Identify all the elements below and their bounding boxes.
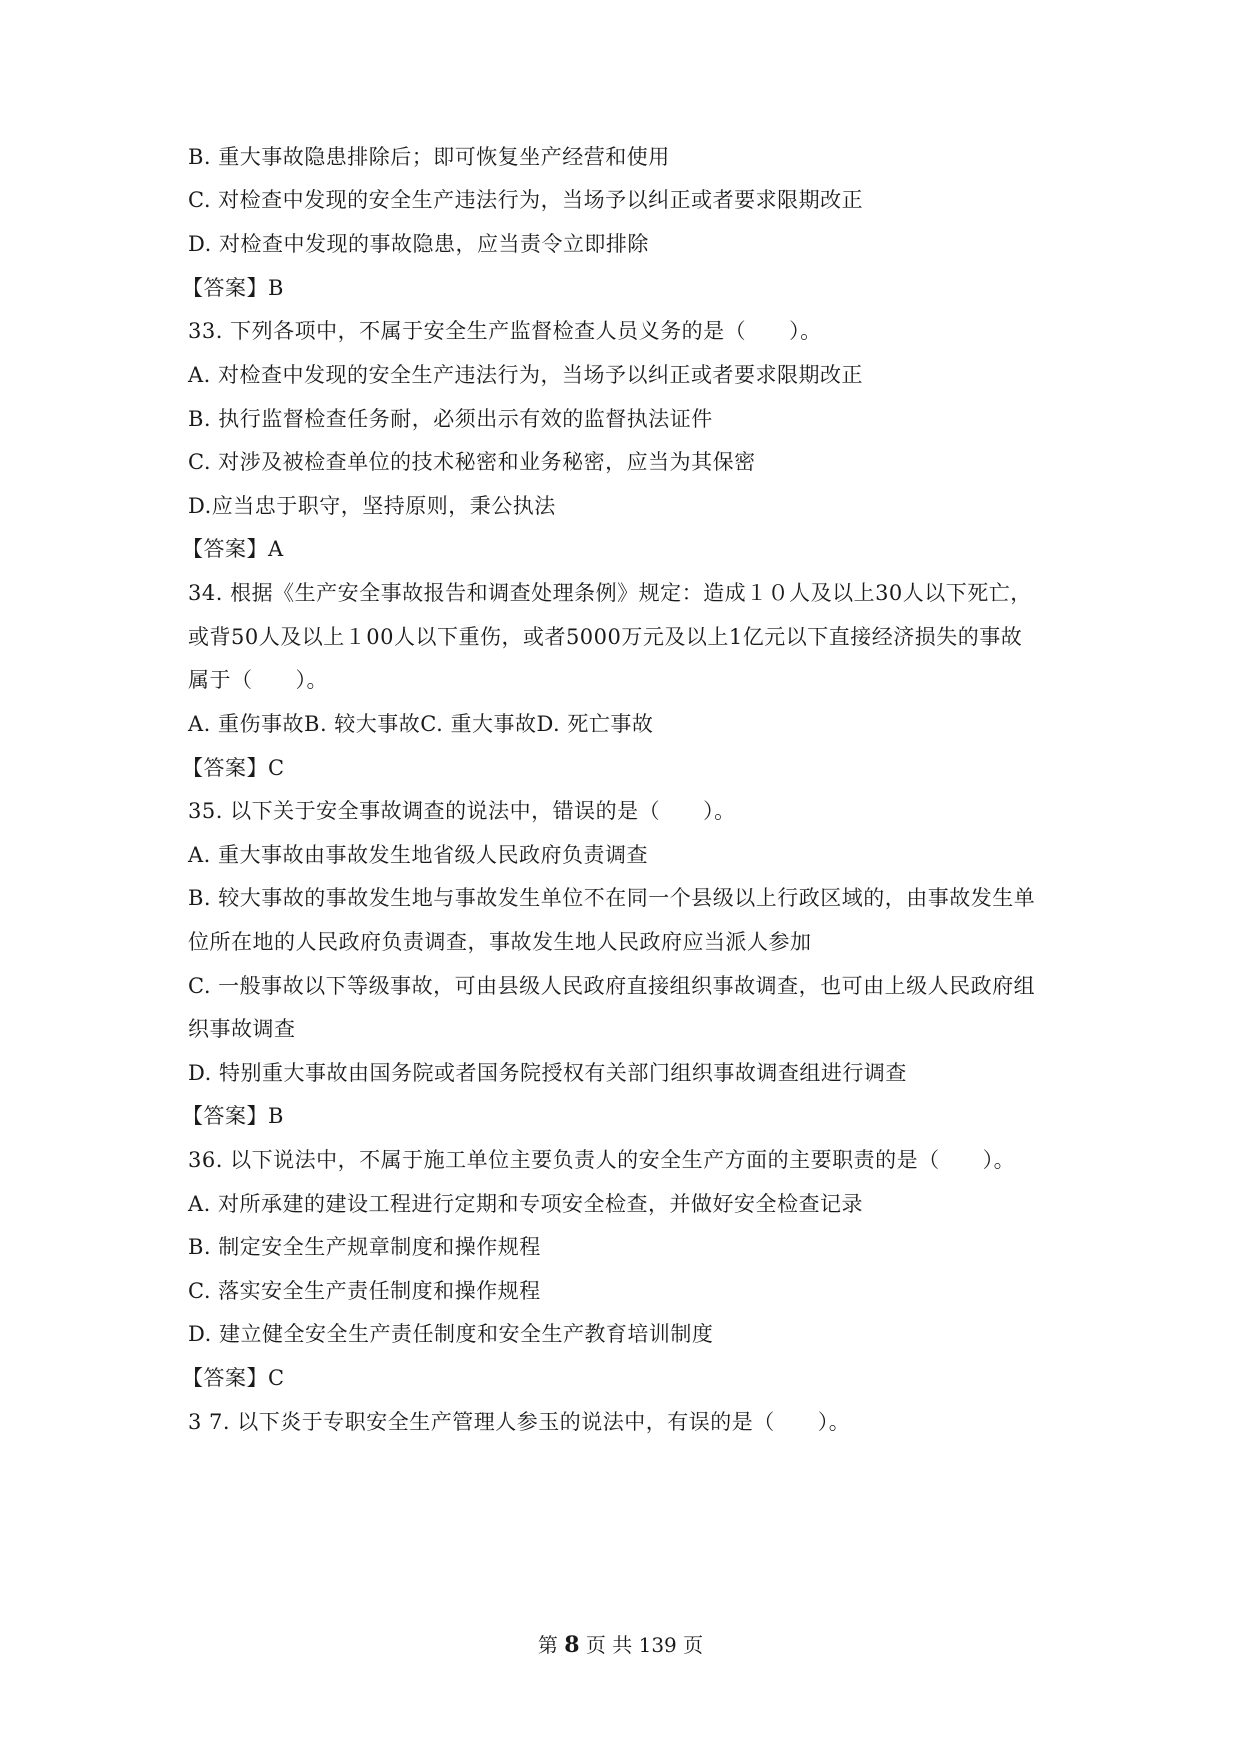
answer-line: 【答案】C — [182, 756, 285, 780]
text-line: 属于（ ）。 — [188, 668, 328, 692]
text-line: C. 一般事故以下等级事故，可由县级人民政府直接组织事故调查，也可由上级人民政府组 — [188, 974, 1036, 998]
question-line: 3 7. 以下炎于专职安全生产管理人参玉的说法中，有误的是（ ）。 — [188, 1410, 851, 1434]
page-footer — [0, 1630, 1241, 1660]
text-line: C. 对检查中发现的安全生产违法行为，当场予以纠正或者要求限期改正 — [188, 188, 864, 212]
question-line: 36. 以下说法中，不属于施工单位主要负责人的安全生产方面的主要职责的是（ ）。 — [188, 1148, 1016, 1172]
text-line: 或背50人及以上１00人以下重伤，或者5000万元及以上1亿元以下直接经济损失的事故 — [188, 625, 1023, 649]
question-line: 33. 下列各项中，不属于安全生产监督检查人员义务的是（ ）。 — [188, 319, 822, 343]
text-line: D.应当忠于职守，坚持原则，秉公执法 — [188, 494, 556, 518]
page-number: 8 — [564, 1632, 580, 1658]
text-line: D. 对检查中发现的事故隐患，应当责令立即排除 — [188, 232, 649, 256]
text-line: B. 重大事故隐患排除后；即可恢复坐产经营和使用 — [188, 145, 670, 169]
question-line: 35. 以下关于安全事故调查的说法中，错误的是（ ）。 — [188, 799, 736, 823]
text-line: 织事故调查 — [188, 1017, 296, 1041]
footer-middle: 页 共 — [585, 1633, 633, 1657]
text-line: A. 对所承建的建设工程进行定期和专项安全检查，并做好安全检查记录 — [188, 1192, 864, 1216]
text-line: B. 执行监督检查任务耐，必须出示有效的监督执法证件 — [188, 407, 713, 431]
page-total: 139 — [638, 1633, 677, 1657]
text-line: 位所在地的人民政府负责调查，事故发生地人民政府应当派人参加 — [188, 930, 812, 954]
text-line: D. 特别重大事故由国务院或者国务院授权有关部门组织事故调查组进行调查 — [188, 1061, 907, 1085]
text-line: A. 对检查中发现的安全生产违法行为，当场予以纠正或者要求限期改正 — [188, 363, 864, 387]
footer-prefix: 第 — [537, 1633, 558, 1657]
answer-line: 【答案】B — [182, 1104, 284, 1128]
answer-line: 【答案】C — [182, 1366, 285, 1390]
text-line: C. 落实安全生产责任制度和操作规程 — [188, 1279, 541, 1303]
answer-line: 【答案】B — [182, 276, 284, 300]
text-line: D. 建立健全安全生产责任制度和安全生产教育培训制度 — [188, 1322, 714, 1346]
text-line: C. 对涉及被检查单位的技术秘密和业务秘密，应当为其保密 — [188, 450, 756, 474]
answer-line: 【答案】A — [182, 537, 284, 561]
question-line: 34. 根据《生产安全事故报告和调查处理条例》规定：造成１０人及以上30人以下死亡， — [188, 581, 1032, 605]
text-line: A. 重伤事故B. 较大事故C. 重大事故D. 死亡事故 — [188, 712, 654, 736]
text-line: B. 制定安全生产规章制度和操作规程 — [188, 1235, 541, 1259]
footer-suffix: 页 — [683, 1633, 704, 1657]
text-line: A. 重大事故由事故发生地省级人民政府负责调查 — [188, 843, 649, 867]
text-line: B. 较大事故的事故发生地与事故发生单位不在同一个县级以上行政区域的，由事故发生单 — [188, 886, 1036, 910]
